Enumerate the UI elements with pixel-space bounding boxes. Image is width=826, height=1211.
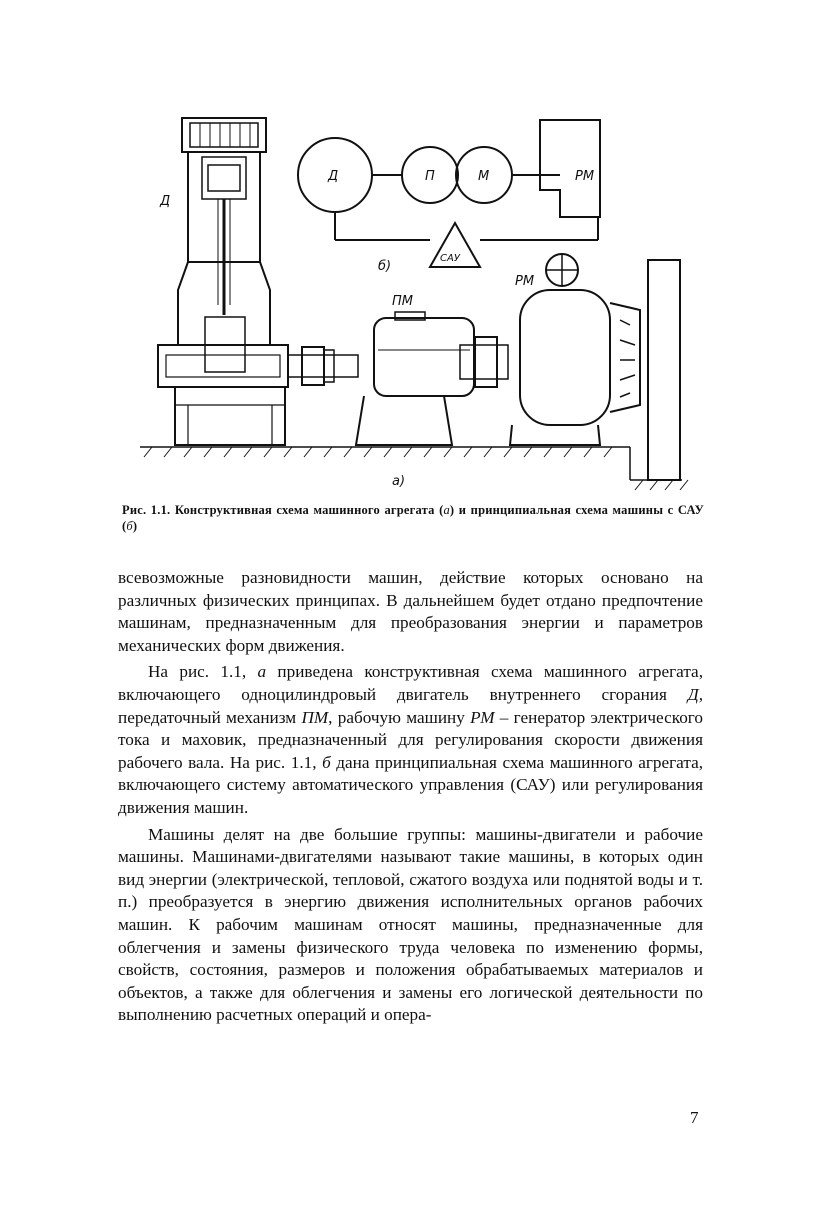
caption-b: б [126, 519, 133, 533]
caption-suffix: ) [132, 519, 138, 533]
caption-prefix: Рис. 1.1. Конструктивная схема машинного агрегата ( [122, 503, 444, 517]
label-pm: ПМ [392, 294, 413, 309]
transmission-drawing [356, 312, 508, 445]
p2-ref-pm: ПМ [301, 707, 329, 727]
label-rm-box: РМ [575, 169, 595, 184]
label-rm: РМ [515, 274, 535, 289]
body-text [118, 567, 703, 1027]
label-sub-b: б) [378, 259, 392, 274]
shaft-drawing [288, 347, 358, 385]
label-sub-a: а) [392, 474, 406, 489]
paragraph-2 [118, 661, 703, 819]
caption-a: а [443, 503, 450, 517]
generator-drawing [510, 254, 680, 480]
label-motor: Д [328, 169, 339, 184]
engine-drawing [158, 118, 288, 445]
machine-diagram [130, 105, 700, 500]
label-engine: Д [160, 194, 171, 209]
p2-text-5: – генератор электрического тока и маховик, предназначенный для регулирования скорости движения рабочего вала. На рис. 1.1, [118, 707, 703, 772]
p2-ref-b: б [322, 752, 331, 772]
p2-text-6: дана принципиальная схема машинного агрегата, включающего систему автоматического управления (САУ) или регулирования движения машин. [118, 752, 703, 817]
paragraph-3: Машины делят на две большие группы: машины-двигатели и рабочие машины. Машинами-двигателями называют такие машины, в которых один вид энергии (электрической, тепловой, сжатого воздуха или поднятой воды и т. п.) преобразуется в энергию движения исполнительных органов рабочих машин. К рабочим машинам относят машины, предназначенные для облегчения и замены физического труда человека по изменению формы, свойств, состояния, размеров и положения обрабатываемых материалов и объектов, а также для облегчения и замены его логической деятельности по выполнению расчетных операций и опера- [118, 824, 703, 1025]
p2-text-2: приведена конструктивная схема машинного агрегата, включающего одноцилиндровый двигатель внутреннего сгорания [118, 662, 703, 704]
ground-drawing [140, 447, 682, 480]
p2-ref-d: Д [687, 684, 699, 704]
p2-ref-rm: РМ [470, 707, 495, 727]
page-number: 7 [690, 1108, 699, 1127]
figure-machine-aggregate [130, 105, 700, 500]
label-sau: САУ [440, 253, 460, 264]
p2-text-3: , передаточный механизм [118, 684, 703, 727]
label-gear-m: М [478, 169, 490, 184]
figure-caption [122, 502, 704, 534]
p2-ref-a: а [257, 662, 267, 682]
sau-schematic [298, 120, 600, 267]
p2-text-4: , рабочую машину [328, 707, 471, 727]
caption-middle: ) и принципиальная схема машины с САУ ( [122, 503, 704, 533]
p2-text-1: На рис. 1.1, [148, 662, 258, 682]
paragraph-1: всевозможные разновидности машин, действие которых основано на различных физических принципах. В дальнейшем будет отдано предпочтение машинам, предназначенным для преобразования энергии и параметров механических форм движения. [118, 568, 703, 655]
label-gear-p: П [425, 169, 435, 184]
